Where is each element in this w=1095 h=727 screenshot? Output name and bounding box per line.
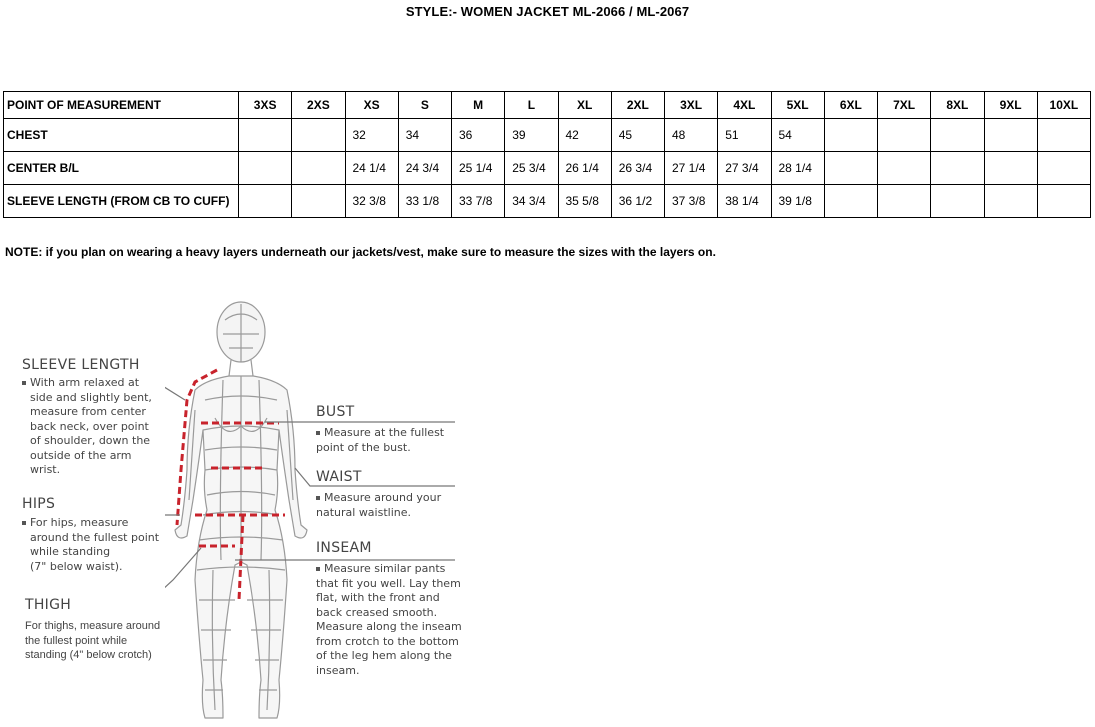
page-title: STYLE:- WOMEN JACKET ML-2066 / ML-2067: [405, 4, 690, 19]
column-header: 4XL: [718, 92, 771, 119]
table-cell: 34 3/4: [505, 185, 558, 218]
waist-text-line: natural waistline.: [316, 505, 411, 519]
table-cell: [1037, 152, 1090, 185]
table-cell: 24 1/4: [345, 152, 398, 185]
table-cell: [1037, 119, 1090, 152]
inseam-heading: INSEAM: [316, 540, 372, 556]
thigh-callout: [25, 597, 160, 663]
column-header: POINT OF MEASUREMENT: [4, 92, 239, 119]
table-cell: 27 1/4: [665, 152, 718, 185]
bust-text-line: point of the bust.: [316, 440, 411, 454]
table-cell: [824, 152, 877, 185]
table-cell: [931, 185, 984, 218]
bullet-icon: [316, 567, 320, 571]
column-header: 9XL: [984, 92, 1037, 119]
table-cell: 24 3/4: [398, 152, 451, 185]
row-label: CENTER B/L: [4, 152, 239, 185]
hips-text-line: while standing: [30, 545, 111, 558]
table-cell: [824, 119, 877, 152]
table-cell: 27 3/4: [718, 152, 771, 185]
table-cell: 28 1/4: [771, 152, 824, 185]
table-cell: [292, 152, 345, 185]
bullet-icon: [316, 496, 320, 500]
table-row: [4, 119, 1091, 152]
table-cell: [824, 185, 877, 218]
column-header: 7XL: [878, 92, 931, 119]
table-cell: 36 1/2: [611, 185, 664, 218]
table-cell: 51: [718, 119, 771, 152]
size-chart-table: [3, 91, 1091, 218]
sleeve-text-line: measure from center: [30, 405, 146, 418]
table-cell: 36: [452, 119, 505, 152]
table-cell: 32 3/8: [345, 185, 398, 218]
column-header: 3XS: [239, 92, 292, 119]
table-cell: [878, 185, 931, 218]
inseam-callout: [316, 540, 462, 678]
inseam-text-line: inseam.: [316, 663, 360, 677]
table-cell: [931, 119, 984, 152]
hips-text-line: For hips, measure: [30, 516, 129, 529]
bullet-icon: [22, 381, 26, 385]
table-cell: 33 1/8: [398, 185, 451, 218]
table-cell: 33 7/8: [452, 185, 505, 218]
thigh-heading: THIGH: [25, 597, 72, 613]
column-header: 2XS: [292, 92, 345, 119]
table-cell: [984, 152, 1037, 185]
column-header: 10XL: [1037, 92, 1090, 119]
column-header: 5XL: [771, 92, 824, 119]
column-header: 6XL: [824, 92, 877, 119]
table-cell: [239, 185, 292, 218]
thigh-text-line: the fullest point while: [25, 634, 128, 647]
table-cell: 34: [398, 119, 451, 152]
bullet-icon: [22, 521, 26, 525]
table-header-row: [4, 92, 1091, 119]
sleeve-length-heading: SLEEVE LENGTH: [22, 357, 140, 373]
column-header: S: [398, 92, 451, 119]
table-cell: [292, 119, 345, 152]
measurement-diagram: [0, 300, 470, 727]
bust-callout: [316, 404, 444, 455]
table-cell: [1037, 185, 1090, 218]
table-cell: 48: [665, 119, 718, 152]
sleeve-text-line: back neck, over point: [30, 419, 149, 433]
thigh-text-line: For thighs, measure around: [25, 620, 161, 632]
table-row: [4, 152, 1091, 185]
row-label: CHEST: [4, 119, 239, 152]
table-cell: [878, 152, 931, 185]
sleeve-text-line: outside of the arm: [30, 448, 132, 462]
inseam-text-line: Measure similar pants: [324, 562, 446, 575]
waist-callout: [316, 469, 441, 520]
inseam-text-line: of the leg hem along the: [316, 649, 452, 662]
bullet-icon: [316, 431, 320, 435]
table-cell: 25 1/4: [452, 152, 505, 185]
bust-heading: BUST: [316, 404, 355, 420]
inseam-text-line: that fit you well. Lay them: [316, 576, 461, 590]
row-label: SLEEVE LENGTH (FROM CB TO CUFF): [4, 185, 239, 218]
sleeve-text-line: With arm relaxed at: [30, 376, 140, 389]
column-header: 8XL: [931, 92, 984, 119]
inseam-text-line: from crotch to the bottom: [316, 634, 459, 648]
inseam-text-line: flat, with the front and: [316, 591, 440, 604]
hips-callout: [22, 496, 159, 574]
column-header: L: [505, 92, 558, 119]
layering-note: NOTE: if you plan on wearing a heavy layers underneath our jackets/vest, make sure to measure the sizes with the layers on.: [5, 245, 716, 259]
column-header: M: [452, 92, 505, 119]
column-header: 3XL: [665, 92, 718, 119]
thigh-text-line: standing (4" below crotch): [25, 649, 152, 661]
table-cell: 25 3/4: [505, 152, 558, 185]
column-header: XL: [558, 92, 611, 119]
waist-text-line: Measure around your: [324, 491, 442, 504]
table-cell: [984, 119, 1037, 152]
sleeve-text-line: side and slightly bent,: [30, 390, 152, 404]
sleeve-length-callout: [22, 357, 152, 478]
hips-text-line: around the fullest point: [30, 530, 160, 544]
table-row: [4, 185, 1091, 218]
table-cell: 37 3/8: [665, 185, 718, 218]
hips-heading: HIPS: [22, 496, 56, 512]
table-cell: 39 1/8: [771, 185, 824, 218]
table-cell: [239, 152, 292, 185]
column-header: XS: [345, 92, 398, 119]
inseam-text-line: Measure along the inseam: [316, 620, 462, 633]
sleeve-text-line: wrist.: [30, 463, 61, 476]
table-cell: 26 3/4: [611, 152, 664, 185]
hips-text-line: (7" below waist).: [30, 559, 123, 573]
table-cell: [878, 119, 931, 152]
table-cell: 39: [505, 119, 558, 152]
table-cell: [931, 152, 984, 185]
table-cell: 38 1/4: [718, 185, 771, 218]
inseam-text-line: back creased smooth.: [316, 605, 438, 619]
table-cell: [239, 119, 292, 152]
waist-heading: WAIST: [316, 469, 362, 485]
table-cell: [292, 185, 345, 218]
table-cell: 54: [771, 119, 824, 152]
table-cell: 35 5/8: [558, 185, 611, 218]
table-cell: 32: [345, 119, 398, 152]
table-cell: 42: [558, 119, 611, 152]
column-header: 2XL: [611, 92, 664, 119]
table-cell: 26 1/4: [558, 152, 611, 185]
table-cell: 45: [611, 119, 664, 152]
sleeve-text-line: of shoulder, down the: [30, 434, 151, 447]
table-cell: [984, 185, 1037, 218]
bust-text-line: Measure at the fullest: [324, 426, 445, 439]
